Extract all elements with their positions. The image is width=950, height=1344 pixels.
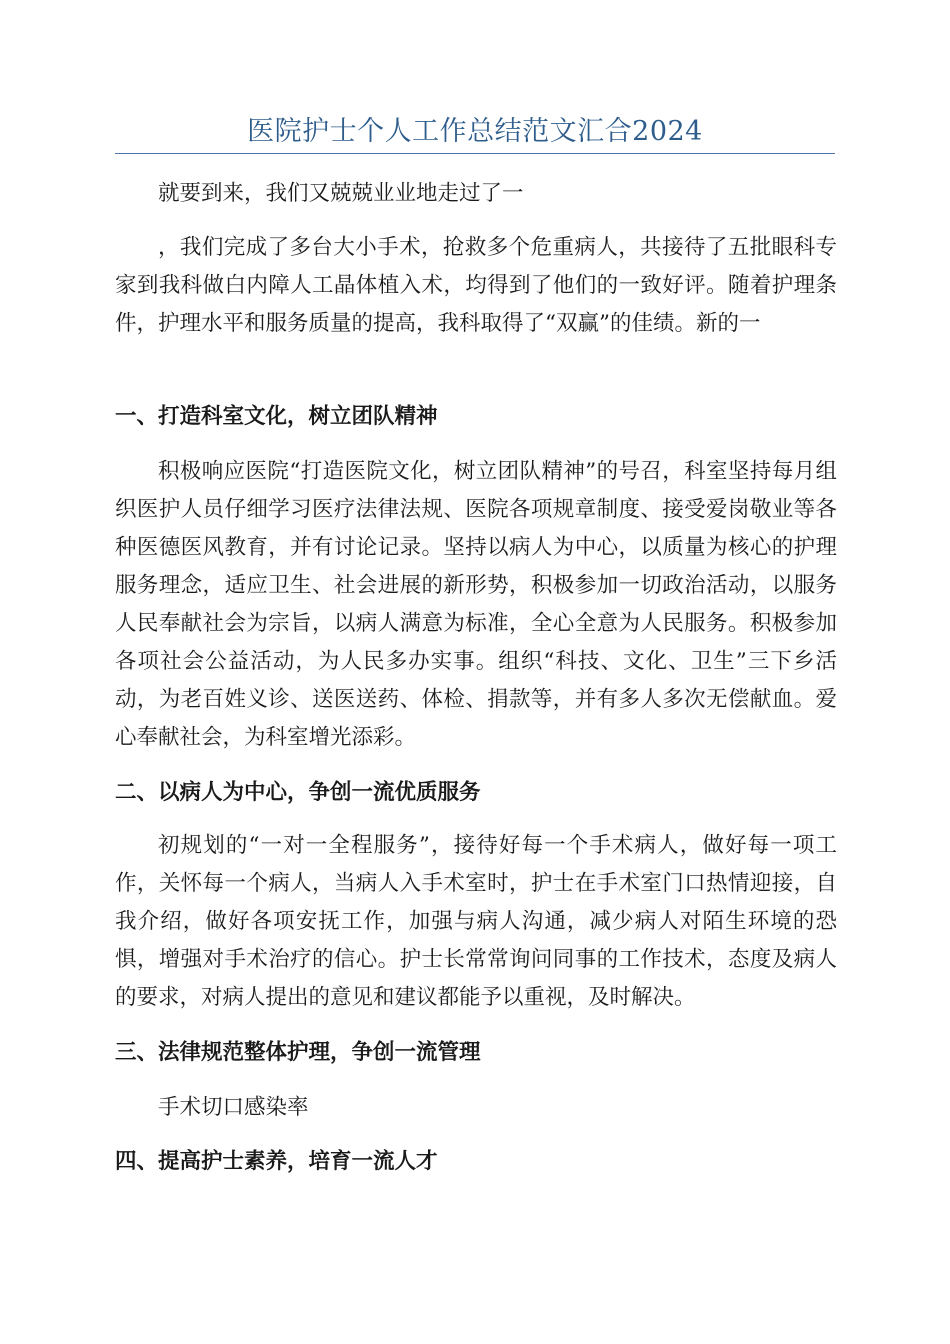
- section-heading-talent: 四、提高护士素养，培育一流人才: [115, 1149, 438, 1174]
- paragraph-service: 初规划的“一对一全程服务”，接待好每一个手术病人，做好每一项工作，关怀每一个病人，当病人入手术室时，护士在手术室门口热情迎接，自我介绍，做好各项安抚工作，加强与病人沟通，减少病人对陌生环境的恐惧，增强对手术治疗的信心。护士长常常询问同事的工作技术，态度及病人的要求，对病人提出的意见和建议都能予以重视，及时解决。: [115, 833, 837, 1010]
- paragraph-intro: 就要到来，我们又兢兢业业地走过了一: [158, 181, 524, 206]
- section-heading-culture: 一、打造科室文化，树立团队精神: [115, 404, 438, 429]
- section-heading-service: 二、以病人为中心，争创一流优质服务: [115, 780, 481, 805]
- paragraph-summary: ，我们完成了多台大小手术，抢救多个危重病人，共接待了五批眼科专家到我科做白内障人工晶体植入术，均得到了他们的一致好评。随着护理条件，护理水平和服务质量的提高，我科取得了“双赢”的佳绩。新的一: [115, 235, 837, 336]
- title-underline: [115, 153, 835, 154]
- section-heading-management: 三、法律规范整体护理，争创一流管理: [115, 1040, 481, 1065]
- paragraph-culture: 积极响应医院“打造医院文化，树立团队精神”的号召，科室坚持每月组织医护人员仔细学习医疗法律法规、医院各项规章制度、接受爱岗敬业等各种医德医风教育，并有讨论记录。坚持以病人为中心，以质量为核心的护理服务理念，适应卫生、社会进展的新形势，积极参加一切政治活动，以服务人民奉献社会为宗旨，以病人满意为标准，全心全意为人民服务。积极参加各项社会公益活动，为人民多办实事。组织“科技、文化、卫生”三下乡活动，为老百姓义诊、送医送药、体检、捐款等，并有多人多次无偿献血。爱心奉献社会，为科室增光添彩。: [115, 459, 837, 750]
- document-title: 医院护士个人工作总结范文汇合2024: [247, 116, 703, 147]
- paragraph-management: 手术切口感染率: [158, 1095, 309, 1120]
